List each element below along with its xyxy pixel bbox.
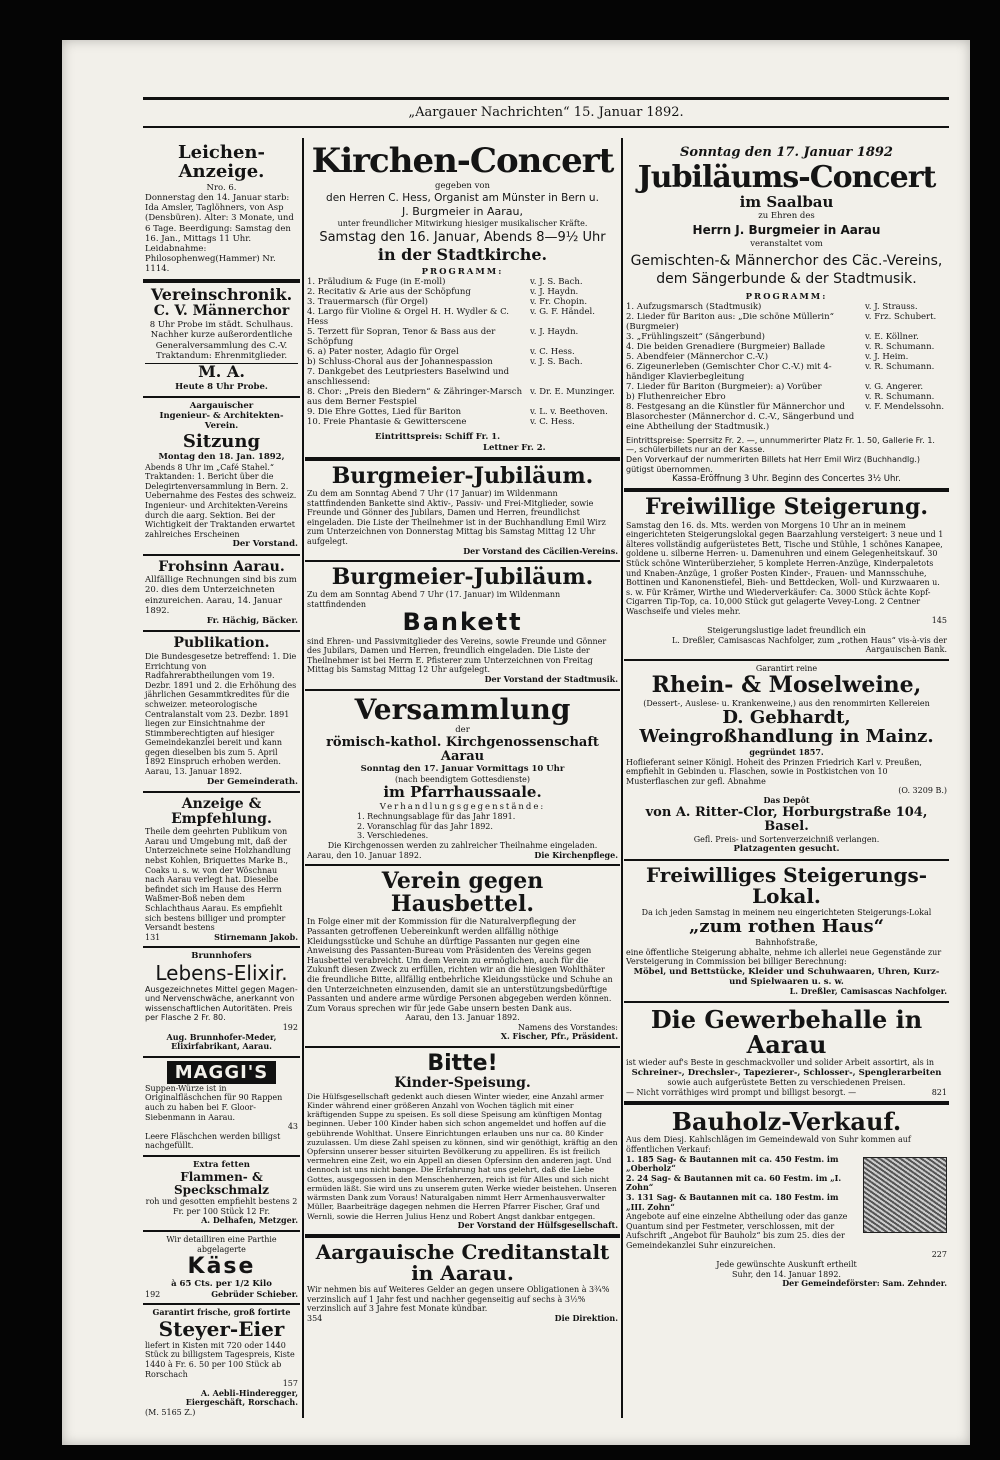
ad-line: Gefl. Preis- und Sortenverzeichniß verlangen. xyxy=(693,834,880,844)
timber-lot: 1. 185 Sag- & Bautannen mit ca. 450 Festm. im „Oberholz“ xyxy=(626,1153,839,1174)
ad-body: Ausgezeichnetes Mittel gegen Magen- und Nervenschwäche, anerkannt von wissenschaftlichen Autoritäten. Preis per Flasche 2 Fr. 80. xyxy=(145,984,298,1023)
column-rule xyxy=(302,138,304,1418)
ad-title: Bitte! xyxy=(427,1051,498,1077)
program-composer: v. J. S. Bach. xyxy=(530,357,583,368)
header-title: „Aargauer Nachrichten“ 15. Januar 1892. xyxy=(408,105,684,120)
program-composer: v. R. Schumann. xyxy=(865,361,935,372)
ad-body: Kassa-Eröffnung 3 Uhr. Beginn des Concertes 3½ Uhr. xyxy=(672,474,901,485)
ad-body: Den Vorverkauf der nummerirten Billets hat Herr Emil Wirz (Buchhandlg.) gütigst übernommen. xyxy=(626,455,921,474)
ad-number: 354 xyxy=(307,1314,323,1324)
program-list xyxy=(307,277,618,427)
program-item xyxy=(626,382,947,392)
program-item xyxy=(307,307,618,327)
ad-title: Publikation. xyxy=(173,635,270,652)
ad-line: zu Ehren des xyxy=(758,211,815,222)
ad-body: sowie auch aufgerüstete Betten zu verschiedenen Preisen. xyxy=(667,1077,906,1087)
ad-pre: Extra fetten xyxy=(193,1159,250,1170)
ad-body: Leere Fläschchen werden billigst nachgefüllt. xyxy=(145,1131,281,1151)
timber-lot: 3. 131 Sag- & Bautannen mit ca. 180 Festm. im „III. Zohn“ xyxy=(626,1191,839,1212)
agenda-item: 1. Rechnungsablage für das Jahr 1891. xyxy=(357,812,516,822)
ad-line: den Herren C. Hess, Organist am Münster in Bern u. xyxy=(326,191,599,204)
ad-signature: Der Vorstand der Hülfsgesellschaft. xyxy=(457,1219,618,1230)
ad-steyer-eier xyxy=(143,1305,300,1420)
ad-title: Käse xyxy=(187,1254,256,1280)
program-piece: 3. „Frühlingszeit“ (Sängerbund) xyxy=(626,331,765,342)
ad-title: Anzeige & Empfehlung. xyxy=(171,795,272,827)
ad-pre: Garantirt frische, groß fortirte xyxy=(152,1307,291,1318)
ad-line: gegründet 1857. xyxy=(749,746,824,757)
timber-lot: 2. 24 Sag- & Bautannen mit ca. 60 Festm. im „I. Zohn“ xyxy=(626,1172,842,1193)
wine-firm: D. Gebhardt, Weingroßhandlung in Mainz. xyxy=(639,707,934,748)
ad-title: Kirchen-Concert xyxy=(311,141,614,181)
program-piece: 1. Präludium & Fuge (in E-moll) xyxy=(307,277,446,288)
ad-body: Steigerungslustige ladet freundlich ein xyxy=(707,626,866,636)
program-piece: b) Fluthenreicher Ebro xyxy=(626,391,726,402)
program-piece: 6. a) Pater noster, Adagio für Orgel xyxy=(307,347,459,358)
program-piece: 4. Die beiden Grenadiere (Burgmeier) Ballade xyxy=(626,341,826,352)
program-item xyxy=(626,352,947,362)
ad-versammlung xyxy=(305,691,620,867)
ad-line: Herrn J. Burgmeier in Aarau xyxy=(692,223,881,238)
program-item xyxy=(307,357,618,367)
program-piece: 5. Abendfeier (Männerchor C.-V.) xyxy=(626,351,769,362)
ad-body: Zu dem am Sonntag Abend 7 Uhr (17. Januar) im Wildenmann stattfindenden xyxy=(307,590,561,609)
program-piece: 2. Recitativ & Arie aus der Schöpfung xyxy=(307,287,471,298)
ad-signature: Der Vorstand der Stadtmusik. xyxy=(484,673,618,684)
ad-gewerbehalle xyxy=(624,1003,949,1105)
program-item xyxy=(626,362,947,382)
ad-date: Suhr, den 14. Januar 1892. xyxy=(732,1269,841,1279)
ad-kaese xyxy=(143,1232,300,1305)
program-composer: v. J. Heim. xyxy=(865,351,909,362)
program-piece: 8. Festgesang an die Künstler für Männerchor und Blasorchester (Männerchor d. C.-V., Sängerbund und eine Abtheilung der Stadtmusik.) xyxy=(626,401,855,432)
ad-signature: Die Direktion. xyxy=(554,1313,618,1324)
ad-body: Zu dem am Sonntag Abend 7 Uhr (17 Januar) im Wildenmann stattfindenden Bankette sind Aktiv-, Passiv- und Frei-Mitglieder, sowie Freunde und Gönner des Jubilars, Damen und Herren, freundlichst eingeladen. Die Liste der Theilnehmer ist in der Buchhandlung Emil Wirz zum Unterzeichnen von Donnerstag Mittag bis Samstag Mittag 12 Uhr aufgelegt. xyxy=(307,488,606,546)
ad-signature: L. Dreßler, Camisascas Nachfolger, zum „rothen Haus“ vis-à-vis der Aargauischen Bank. xyxy=(671,635,947,655)
ad-title: Steyer-Eier xyxy=(158,1316,285,1341)
ad-bitte xyxy=(305,1048,620,1238)
program-piece: 6. Zigeunerleben (Gemischter Chor C.-V.) mit 4-händiger Klavierbegleitung xyxy=(626,361,832,382)
ad-lebens-elixir xyxy=(143,948,300,1057)
program-composer: v. J. Strauss. xyxy=(865,301,918,312)
ad-title: Lebens-Elixir. xyxy=(155,960,288,985)
ad-number: 145 xyxy=(931,616,947,626)
ad-burgmeier-jubilaeum-1 xyxy=(305,461,620,562)
ad-number: 43 xyxy=(287,1122,298,1132)
ad-number: 821 xyxy=(931,1087,947,1097)
ad-subtitle: „zum rothen Haus“ xyxy=(689,916,884,938)
ad-title: Die Gewerbehalle in Aarau xyxy=(650,1004,923,1059)
program-composer: v. L. v. Beethoven. xyxy=(530,407,608,418)
program-item xyxy=(307,327,618,347)
program-composer: v. G. F. Händel. xyxy=(530,307,595,318)
club-name: C. V. Männerchor xyxy=(153,303,290,320)
program-item xyxy=(626,332,947,342)
program-piece: 10. Freie Phantasie & Gewitterscene xyxy=(307,417,467,428)
program-piece: 8. Chor: „Preis den Biedern“ & Zähringer-Marsch aus dem Berner Festspiel xyxy=(307,387,523,408)
agenda-title: Verhandlungsgegenstände: xyxy=(379,802,546,812)
program-composer: v. F. Mendelssohn. xyxy=(865,401,945,412)
ad-body: 8 Uhr Probe im städt. Schulhaus. xyxy=(149,320,294,331)
program-composer: v. Fr. Chopin. xyxy=(530,297,588,308)
ad-price: Eintrittspreis: Schiff Fr. 1. xyxy=(375,432,501,443)
ad-number: 192 xyxy=(145,1289,161,1299)
ad-title: Freiwillige Steigerung. xyxy=(645,494,928,521)
ad-subtitle: römisch-kathol. Kirchgenossenschaft Aarau xyxy=(326,735,599,764)
column-middle xyxy=(305,140,620,1420)
program-piece: 7. Dankgebet des Leutpriesters Baselwind und anschliessend: xyxy=(307,367,510,388)
ad-title: Freiwilliges Steigerungs-Lokal. xyxy=(645,862,928,908)
ad-body: Die Bundesgesetze betreffend: 1. Die Errichtung von Radfahrerabtheilungen vom 19. Dezbr. 1891 und 2. die Erhöhung des jährlichen Gesammtkredites für die schweizer. meteorologische Centralanstalt vom 23. Dezbr. 1891 liegen zur Einsichtnahme der Stimmberechtigten auf hiesiger Gemeindekanzlei bereit und kann gegen dieselben bis zum 5. April 1892 Einspruch erhoben werden. Aarau, 13. Januar 1892. xyxy=(145,651,297,777)
ad-maggi xyxy=(143,1058,300,1157)
agenda-item: 3. Verschiedenes. xyxy=(357,831,429,841)
ad-line: gegeben von xyxy=(435,180,490,191)
ad-signature: Stirnemann Jakob. xyxy=(214,931,298,942)
ad-number: Nro. 6. xyxy=(206,182,237,193)
ad-line: J. Burgmeier in Aarau, xyxy=(402,204,523,218)
program-title: PROGRAMM: xyxy=(745,291,828,302)
ad-title: Verein gegen Hausbettel. xyxy=(381,868,544,918)
program-composer: v. R. Schumann. xyxy=(865,391,935,402)
ad-number: 192 xyxy=(282,1022,298,1032)
agenda-item: 2. Voranschlag für das Jahr 1892. xyxy=(357,821,493,831)
ad-signature: Die Kirchenpflege. xyxy=(534,849,618,860)
ad-frohsinn xyxy=(143,556,300,633)
ad-pre: Garantirt reine xyxy=(755,663,818,673)
program-item xyxy=(307,297,618,307)
ad-line: Platzagenten gesucht. xyxy=(733,844,840,855)
program-item xyxy=(307,287,618,297)
ad-price: à 65 Cts. per 1/2 Kilo xyxy=(171,1279,272,1290)
program-item xyxy=(307,277,618,287)
ad-line: (nach beendigtem Gottesdienste) xyxy=(394,774,531,784)
ad-signature: X. Fischer, Pfr., Präsident. xyxy=(500,1031,618,1042)
maggi-logo: MAGGI'S xyxy=(167,1061,277,1084)
agenda-list xyxy=(307,812,618,841)
program-piece: 4. Largo für Violine & Orgel H. H. Wydler & C. Hess xyxy=(307,307,510,328)
ad-body: Suppen-Würze ist in Originalfläschchen für 90 Rappen auch zu haben bei F. Gloor-Siebenmann in Aarau. xyxy=(145,1083,283,1122)
ad-signature: Fr. Hächig, Bäcker. xyxy=(206,616,298,627)
ad-line: Gemischten-& Männerchor des Cäc.-Vereins, dem Sängerbunde & der Stadtmusik. xyxy=(630,252,943,287)
ad-body: Aus dem Diesj. Kahlschlägen im Gemeindewald von Suhr kommen auf öffentlichen Verkauf: xyxy=(626,1135,911,1154)
ad-signature: Der Vorstand des Cäcilien-Vereins. xyxy=(463,545,618,556)
program-composer xyxy=(530,367,618,387)
program-item xyxy=(307,347,618,357)
ad-body: roh und gesotten empfiehlt bestens 2 Fr. per 100 Stück 12 Fr. xyxy=(145,1197,298,1216)
program-composer: v. J. Haydn. xyxy=(530,327,579,338)
ad-when: Montag den 18. Jan. 1892, xyxy=(158,452,285,463)
ad-note: — Nicht vorräthiges wird prompt und billigst besorgt. — xyxy=(626,1087,857,1097)
program-composer: v. J. S. Bach. xyxy=(530,277,583,288)
concert-date: Samstag den 16. Januar, Abends 8—9½ Uhr xyxy=(319,230,606,246)
bankett-title: Bankett xyxy=(402,608,523,637)
ad-body: Theile dem geehrten Publikum von Aarau und Umgebung mit, daß der Unterzeichnete seine Holzhandlung nebst Kohlen, Briquettes Marke B., Coaks u. s. w. von der Wöschnau nach Aarau verlegt hat. Dieselbe befindet sich im Hause des Herrn Waßmer-Boß neben dem Schlachthaus Aarau. Es empfiehlt sich bestens billiger und prompter Versandt bestens xyxy=(145,827,291,933)
ad-subtitle: (Dessert-, Auslese- u. Krankenweine,) aus den renommirten Kellereien xyxy=(643,698,930,708)
ad-pre: Aargauischer xyxy=(189,400,254,411)
ad-body: Donnerstag den 14. Januar starb: Ida Amsler, Taglöhners, von Asp (Densbüren). Alter: 3 Monate, und 6 Tage. Beerdigung: Samstag den 16. Jan., Mittags 11 Uhr. Leidabnahme: Philosophenweg(Hammer) Nr. 1114. xyxy=(145,192,294,275)
ad-body: eine öffentliche Steigerung abhalte, nehme ich allerlei neue Gegenstände zur Versteigerung in Commission bei billiger Berechnung: xyxy=(626,947,942,967)
ad-line: Das Depôt xyxy=(763,794,810,805)
ad-code: (M. 5165 Z.) xyxy=(145,1407,196,1417)
ad-signature: A. Delhafen, Metzger. xyxy=(201,1215,298,1226)
program-piece: 7. Lieder für Bariton (Burgmeier): a) Vorüber xyxy=(626,381,822,392)
program-item xyxy=(307,367,618,387)
ad-line: Bahnhofstraße, xyxy=(755,938,818,948)
ad-ingenieur-verein xyxy=(143,398,300,556)
ad-title: Bauholz-Verkauf. xyxy=(671,1107,902,1137)
ad-title: Leichen-Anzeige. xyxy=(177,142,265,182)
ad-body: Die Hülfsgesellschaft gedenkt auch diesen Winter wieder, eine Anzahl armer Kinder während einer größeren Anzahl von Wochen täglich mit einer kräftigenden Suppe zu speisen. Es soll diese Speisung am künftigen Montag beginnen. Ueber 100 Kinder haben sich schon angemeldet und hoffen auf die gebührende Wohlthat. Unsere Einrichtungen erlauben uns nur ca. 80 Kinder zuzulassen. Um diese Zahl speisen zu können, sind wir genöthigt, kräftig an den Opfersinn unserer besser situirten Bevölkerung zu appelliren. Es ist freilich vermehren eine Zeit, wo ein Appell an diesen Opfersinn den anderen jagt. Und dennoch ist uns nicht bange. Die Erfahrung hat uns gelehrt, daß die Liebe Gottes, ausgegossen in den Menschenherzen, reich ist für Alles und sich nicht ermüden läßt. Sie wird uns zu unserem guten Werke wieder beistehen. Unseren wärmsten Dank zum Voraus! Naturalgaben nimmt Herr Armenhausverwalter Müller, Baarbeiträge dagegen nehmen die Herren Pfarrer Fischer, Graf und Wernli, sowie die Herren Julius Henz und Robert Angst dankbar entgegen. xyxy=(307,1091,618,1221)
concert-venue: im Saalbau xyxy=(739,192,834,211)
ad-signature: A. Aebli-Hinderegger, Eiergeschäft, Rorschach. xyxy=(185,1387,298,1408)
program-item xyxy=(626,392,947,402)
ad-number: 131 xyxy=(145,932,161,942)
ad-date: Aarau, den 13. Januar 1892. xyxy=(405,1013,520,1023)
ad-freiwillige-steigerung xyxy=(624,492,949,660)
program-composer: v. Dr. E. Munzinger. xyxy=(530,387,615,398)
ad-body: Die Kirchgenossen werden zu zahlreicher Theilnahme eingeladen. xyxy=(327,840,598,850)
ad-code: (O. 3209 B.) xyxy=(898,786,947,796)
program-piece: b) Schluss-Choral aus der Johannespassion xyxy=(307,357,493,368)
ad-signature: Gebrüder Schieber. xyxy=(211,1288,298,1299)
program-composer: v. Frz. Schubert. xyxy=(865,311,937,322)
ad-line: der xyxy=(455,724,470,735)
ad-title: Flammen- & Speckschmalz xyxy=(174,1170,269,1197)
ad-signature: Aug. Brunnhofer-Meder, Elixirfabrikant, Aarau. xyxy=(166,1031,277,1052)
ad-kirchen-concert xyxy=(305,140,620,461)
ad-title: Vereinschronik. xyxy=(150,284,293,304)
page-header xyxy=(143,97,949,128)
ad-title: Jubiläums-Concert xyxy=(637,160,936,195)
ad-pre: Wir detailliren eine Parthie abgelagerte xyxy=(166,1235,277,1254)
program-composer: v. C. Hess. xyxy=(530,347,575,358)
ad-subtitle: Kinder-Speisung. xyxy=(394,1075,531,1092)
ad-signature: Namens des Vorstandes: xyxy=(518,1022,618,1032)
ad-body: liefert in Kisten mit 720 oder 1440 Stück zu billigstem Tagespreis, Kiste 1440 à Fr. 6. 50 per 100 Stück ab Rorschach xyxy=(145,1340,295,1379)
ad-body: Samstag den 16. ds. Mts. werden von Morgens 10 Uhr an in meinem eingerichteten Steigerungslokal gegen Baarzahlung versteigert: 3 neue und 1 älteres vollständig aufgerüstetes Bett, Tische und Stühle, 1 schönes Kanapee, goldene u. silberne Herren- u. Damenuhren und einem Gelegenheitskauf. 30 Stück schöne Winterüberzieher, 5 komplete Herren-Anzüge, Kinderpaletots und Knaben-Anzüge, 1 großer Posten Kinder-, Frauen- und Mannsschuhe, Bottinen und Kanonenstiefel, Bieh- und Bettdecken, Woll- und Kurzwaaren u. s. w. Für Krämer, Wirthe und Wiederverkäufer: Ca. 3000 Stück ächte Kopf-Cigarren Tip-Top, ca. 10,000 Stück gut gelagerte Vevey-Long. 2 Centner Waschseife und vieles mehr. xyxy=(626,520,944,616)
program-composer: v. G. Angerer. xyxy=(865,381,924,392)
ad-bauholz-verkauf xyxy=(624,1105,949,1293)
ad-venue: im Pfarrhaussaale. xyxy=(383,783,542,802)
ad-title: Frohsinn Aarau. xyxy=(158,558,285,575)
ad-body: In Folge einer mit der Kommission für die Naturalverpflegung der Passanten getroffenen Uebereinkunft werden allfällig nöthige Kleidungsstücke und Schuhe an dürftige Passanten nur gegen eine Anweisung des Passanten-Bureau vom Präsidenten des Vereins gegen Hausbettel verabreicht. Um dem Verein zu ermöglichen, auch für die Zukunft diesen Zweck zu erfüllen, richten wir an die hiesigen Wohlthäter die freundliche Bitte, allfällig entbehrliche Kleidungsstücke und Schuhe an den Unterzeichneten einzusenden, damit sie an unterstützungsbedürftige Passanten und andere arme würdige Personen abgegeben werden können. Zum Voraus sprechen wir für jede Gabe unsern besten Dank aus. xyxy=(307,917,613,1013)
ad-title: Sitzung xyxy=(182,430,261,452)
ad-body: ist wieder auf's Beste in geschmackvoller und solider Arbeit assortirt, als in xyxy=(626,1058,935,1068)
ad-subtitle: Ingenieur- & Architekten-Verein. xyxy=(159,411,284,432)
column-rule xyxy=(621,138,623,1418)
ad-jubilaeums-concert xyxy=(624,140,949,492)
ad-body: Heute 8 Uhr Probe. xyxy=(175,381,268,392)
program-piece: 2. Lieder für Bariton aus: „Die schöne Müllerin“ (Burgmeier) xyxy=(626,311,834,332)
program-composer: v. E. Köllner. xyxy=(865,331,919,342)
concert-venue: in der Stadtkirche. xyxy=(377,245,548,265)
ad-signature: Der Gemeindeförster: Sam. Zehnder. xyxy=(782,1278,947,1289)
ad-vereinschronik xyxy=(143,283,300,398)
ad-publikation xyxy=(143,632,300,793)
program-composer: v. R. Schumann. xyxy=(865,341,935,352)
ad-body: Hoflieferant seiner Königl. Hoheit des Prinzen Friedrich Karl v. Preußen, empfiehlt in Gebinden u. Flaschen, sowie in Postkistchen von 10 Musterflaschen zur gefl. Abnahme xyxy=(626,757,922,786)
program-piece: 3. Trauermarsch (für Orgel) xyxy=(307,297,428,308)
ad-title: Burgmeier-Jubiläum. xyxy=(331,564,594,591)
program-item xyxy=(626,402,947,432)
ad-prices: Eintrittspreise: Sperrsitz Fr. 2. —, unnummerirter Platz Fr. 1. 50, Gallerie Fr. 1. —, schülerbillets nur an der Kasse. xyxy=(626,435,935,455)
ad-body: Nachher kurze außerordentliche Generalversammlung des C.-V. Traktandum: Ehrenmitglieder. xyxy=(150,330,293,361)
ad-items: Möbel, und Bettstücke, Kleider und Schuhwaaren, Uhren, Kurz- und Spielwaaren u. s. w. xyxy=(633,966,940,988)
ad-body: Angebote auf eine einzelne Abtheilung oder das ganze Quantum sind per Festmeter, verschlossen, mit der Aufschrift „Angebot für Bauholz“ bis zum 25. dies der Gemeindekanzlei Suhr einzureichen. xyxy=(626,1212,848,1250)
program-item xyxy=(307,387,618,407)
ad-signature: Der Gemeinderath. xyxy=(206,776,298,787)
ad-leichen-anzeige xyxy=(143,140,300,283)
ad-pre: Brunnhofers xyxy=(191,951,252,962)
ad-body: sind Ehren- und Passivmitglieder des Vereins, sowie Freunde und Gönner des Jubilars, Damen und Herren, freundlich eingeladen. Die Liste der Theilnehmer ist bei Herrn E. Pfisterer zum Unterzeichnen von Freitag Mittag bis Samstag Mittag 12 Uhr aufgelegt. xyxy=(307,636,607,675)
program-list xyxy=(626,302,947,432)
ad-trades: Schreiner-, Drechsler-, Tapezierer-, Schlosser-, Spenglerarbeiten xyxy=(631,1067,942,1078)
program-piece: 1. Aufzugsmarsch (Stadtmusik) xyxy=(626,301,762,312)
column-left xyxy=(143,140,300,1420)
concert-date: Sonntag den 17. Januar 1892 xyxy=(680,145,893,160)
woodcut-illustration xyxy=(863,1157,947,1233)
program-item xyxy=(626,312,947,332)
ad-body: Wir nehmen bis auf Weiteres Gelder an gegen unsere Obligationen à 3¾% verzinslich auf 1 Jahr fest und nachher gegenseitig auf sechs à 3½% verzinslich auf 3 Jahre fest Monate kündbar. xyxy=(307,1285,610,1314)
ad-title: Rhein- & Moselweine, xyxy=(651,672,922,699)
ad-line: veranstaltet vom xyxy=(750,239,823,250)
ad-hausbettel xyxy=(305,866,620,1048)
ad-body: Da ich jeden Samstag in meinem neu eingerichteten Steigerungs-Lokal xyxy=(641,907,932,917)
program-composer: v. J. Haydn. xyxy=(530,287,579,298)
ad-line: unter freundlicher Mitwirkung hiesiger musikalischer Kräfte. xyxy=(337,218,588,228)
ad-rhein-moselweine xyxy=(624,661,949,861)
ad-burgmeier-jubilaeum-2 xyxy=(305,562,620,690)
program-composer: v. C. Hess. xyxy=(530,417,575,428)
ad-signature: Der Vorstand. xyxy=(232,539,298,550)
program-title: PROGRAMM: xyxy=(421,267,504,278)
program-piece: 9. Die Ehre Gottes, Lied für Bariton xyxy=(307,407,462,418)
ad-number: 157 xyxy=(282,1379,298,1389)
ad-note: Jede gewünschte Auskunft ertheilt xyxy=(716,1260,857,1270)
ad-price: Lettner Fr. 2. xyxy=(483,442,546,453)
ad-body: Allfällige Rechnungen sind bis zum 20. dies dem Unterzeichneten einzureichen. Aarau, 14. Januar 1892. xyxy=(145,575,297,616)
ad-anzeige-empfehlung xyxy=(143,793,300,949)
ad-number: 227 xyxy=(931,1250,947,1260)
ad-when: Sonntag den 17. Januar Vormittags 10 Uhr xyxy=(360,764,565,775)
program-item xyxy=(626,342,947,352)
program-item xyxy=(307,417,618,427)
program-piece: 5. Terzett für Sopran, Tenor & Bass aus der Schöpfung xyxy=(307,327,496,348)
ad-signature: L. Dreßler, Camisascas Nachfolger. xyxy=(789,986,947,997)
depot-address: von A. Ritter-Clor, Horburgstraße 104, Basel. xyxy=(645,805,928,835)
ad-title: Versammlung xyxy=(354,692,571,726)
ad-title: Aargauische Creditanstalt in Aarau. xyxy=(315,1240,610,1286)
ad-steigerungs-lokal xyxy=(624,861,949,1003)
ad-date: Aarau, den 10. Januar 1892. xyxy=(307,850,422,860)
column-right xyxy=(624,140,949,1420)
club-name: M. A. xyxy=(145,363,298,381)
ad-body: Abends 8 Uhr im „Café Stahel.“ Traktanden: 1. Bericht über die Delegirtenversammlung in Bern. 2. Uebernahme des Festes des schweiz. Ingenieur- und Architekten-Vereins durch die aarg. Sektion. Bei der Wichtigkeit der Traktanden erwartet zahlreiches Erscheinen xyxy=(145,462,297,539)
ad-speckschmalz xyxy=(143,1157,300,1232)
ad-creditanstalt xyxy=(305,1238,620,1327)
ad-title: Burgmeier-Jubiläum. xyxy=(331,462,594,489)
program-item xyxy=(307,407,618,417)
program-item xyxy=(626,302,947,312)
